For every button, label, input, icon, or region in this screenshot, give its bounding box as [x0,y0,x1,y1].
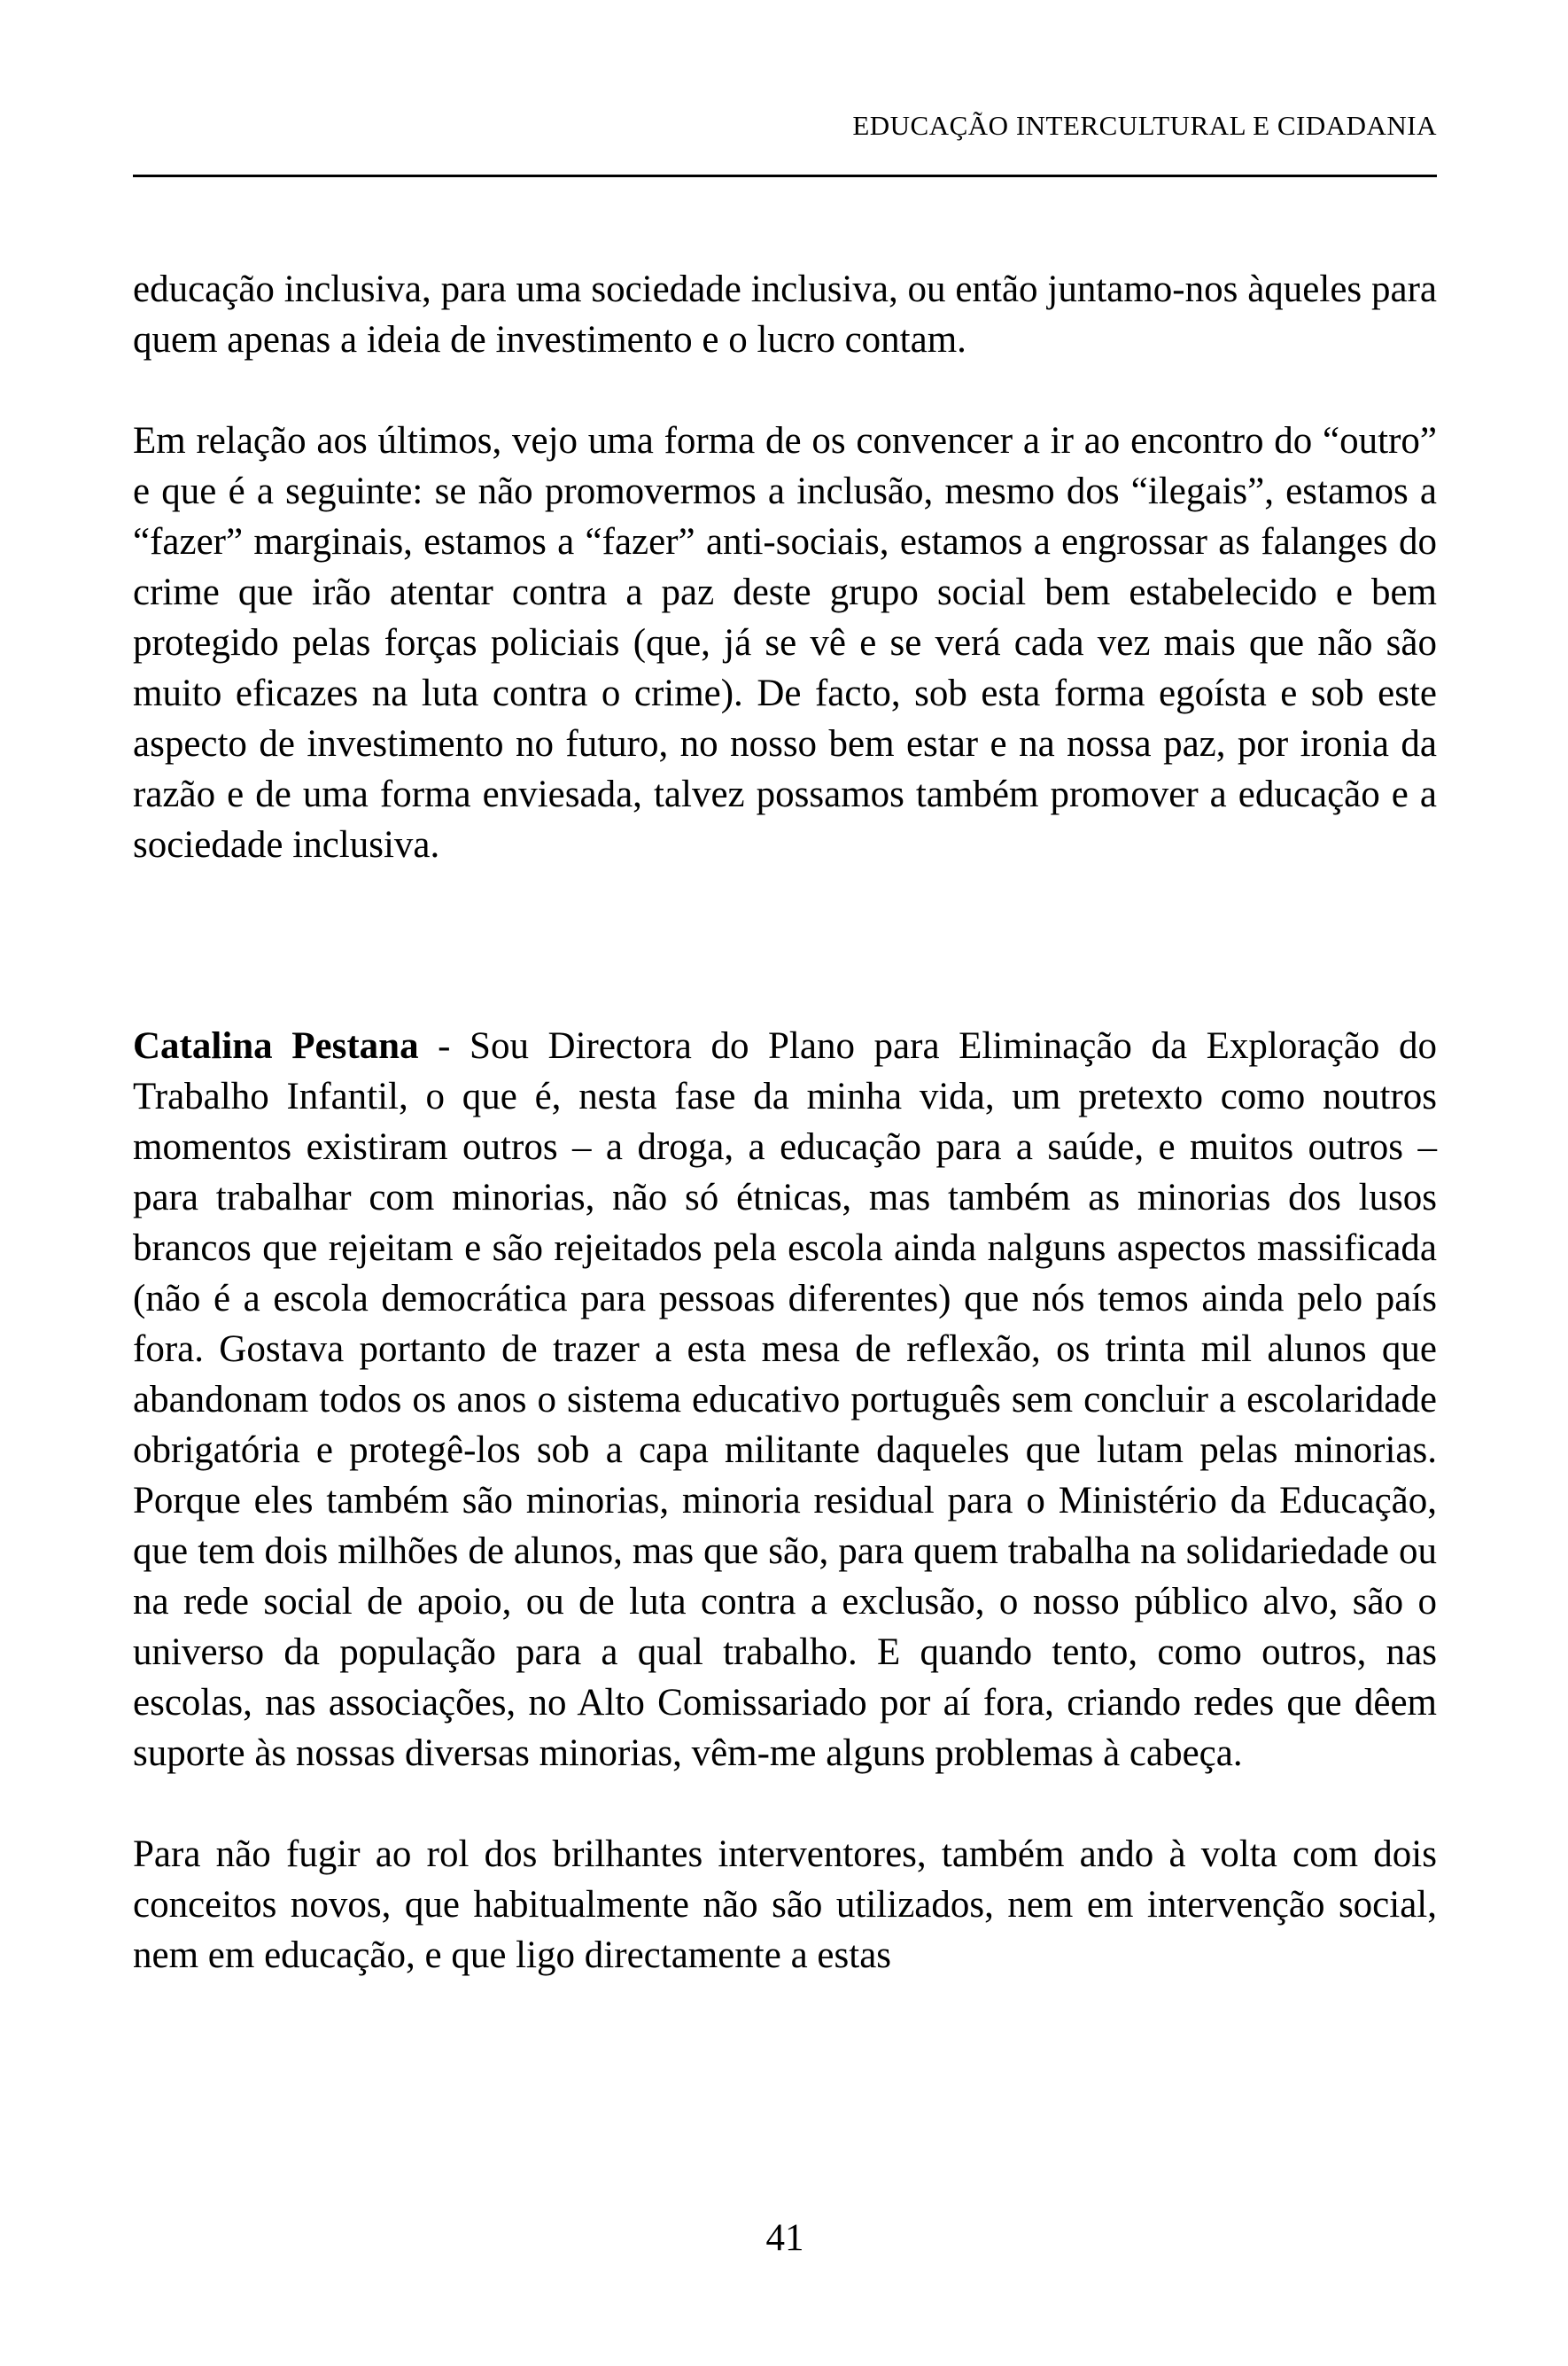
running-header: EDUCAÇÃO INTERCULTURAL E CIDADANIA [852,110,1437,141]
paragraph-1: educação inclusiva, para uma sociedade inclusiva, ou então juntamo-nos àqueles para quem apenas a ideia de investimento e o lucro contam. [133,269,1437,361]
speaker-name: Catalina Pestana [133,1025,419,1067]
page-number: 41 [765,2217,804,2259]
book-page [133,0,1437,2366]
paragraph-3 [133,1021,1437,1778]
body-text [133,264,1437,1981]
paragraph-2: Em relação aos últimos, vejo uma forma de os convencer a ir ao encontro do “outro” e que é a seguinte: se não promovermos a inclusão, mesmo dos “ilegais”, estamos a “fazer” marginais, estamos a “fazer” anti-sociais, estamos a engrossar as falanges do crime que irão atentar contra a paz deste grupo social bem estabelecido e bem protegido pelas forças policiais (que, já se vê e se verá cada vez mais que não são muito eficazes na luta contra o crime). De facto, sob esta forma egoísta e sob este aspecto de investimento no futuro, no nosso bem estar e na nossa paz, por ironia da razão e de uma forma enviesada, talvez possamos também promover a educação e a sociedade inclusiva. [133,420,1437,866]
speaker-statement: - Sou Directora do Plano para Eliminação da Exploração do Trabalho Infantil, o que é, nesta fase da minha vida, um pretexto como noutros momentos existiram outros – a droga, a educação para a saúde, e muitos outros – para trabalhar com minorias, não só étnicas, mas também as minorias dos lusos brancos que rejeitam e são rejeitados pela escola ainda nalguns aspectos massificada (não é a escola democrática para pessoas diferentes) que nós temos ainda pelo país fora. Gostava portanto de trazer a esta mesa de reflexão, os trinta mil alunos que abandonam todos os anos o sistema educativo português sem concluir a escolaridade obrigatória e protegê-los sob a capa militante daqueles que lutam pelas minorias. Porque eles também são minorias, minoria residual para o Ministério da Educação, que tem dois milhões de alunos, mas que são, para quem trabalha na solidariedade ou na rede social de apoio, ou de luta contra a exclusão, o nosso público alvo, são o universo da população para a qual trabalho. E quando tento, como outros, nas escolas, nas associações, no Alto Comissariado por aí fora, criando redes que dêem suporte às nossas diversas minorias, vêm-me alguns problemas à cabeça. [133,1025,1437,1774]
paragraph-4: Para não fugir ao rol dos brilhantes interventores, também ando à volta com dois conceitos novos, que habitualmente não são utilizados, nem em intervenção social, nem em educação, e que ligo directamente a estas [133,1833,1437,1976]
header-rule [133,175,1437,177]
